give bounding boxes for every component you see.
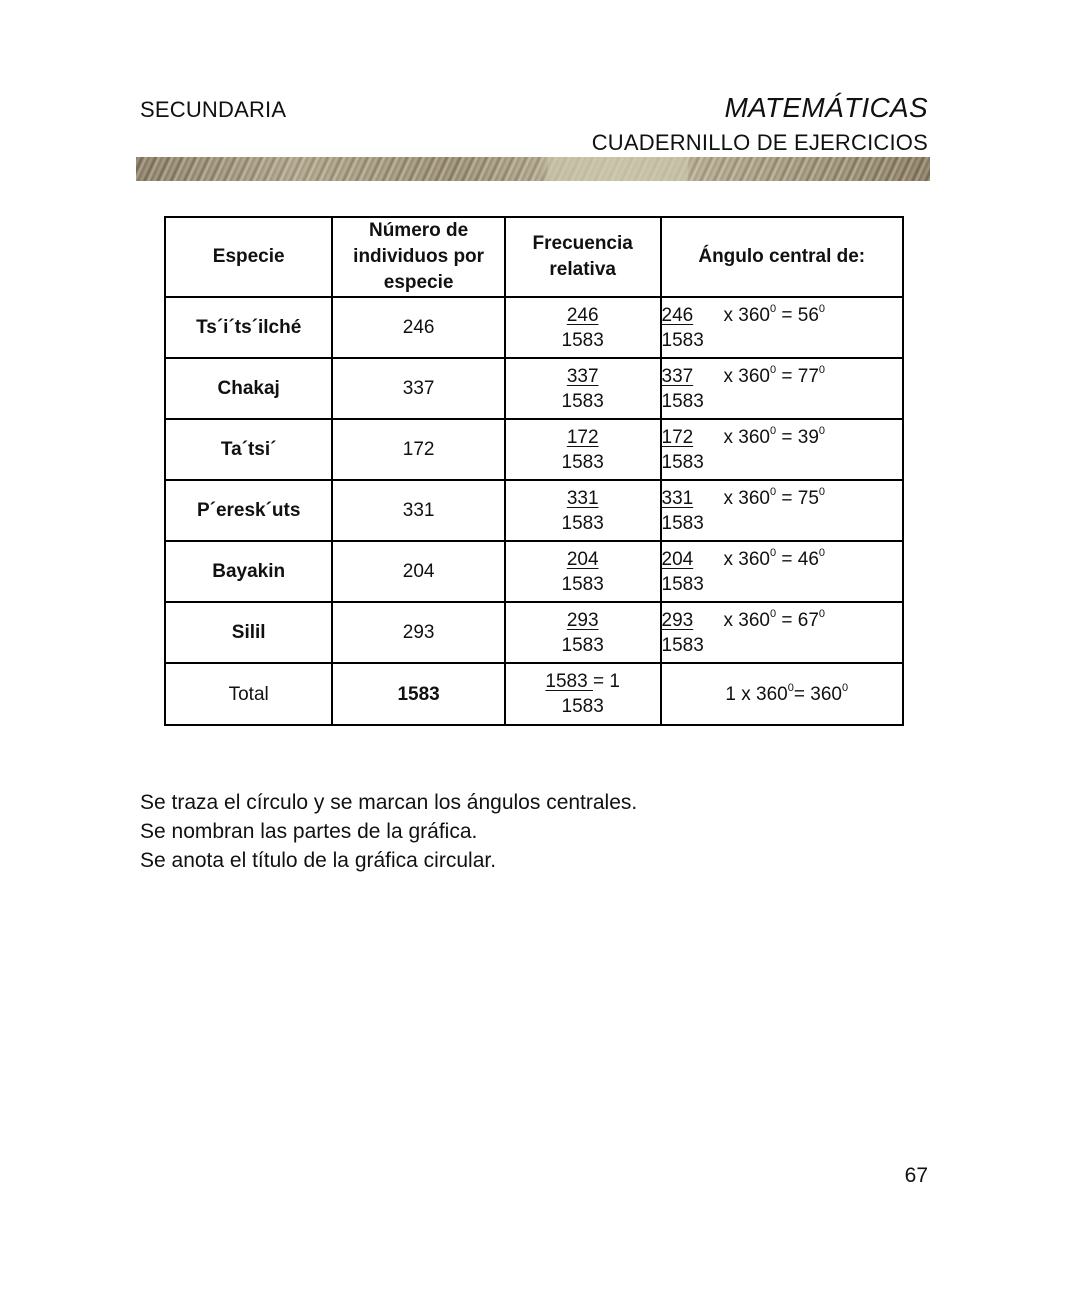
angle-denominator: 1583 (661, 512, 704, 534)
central-angle (661, 541, 904, 602)
angle-result-degree: 0 (818, 485, 826, 498)
frequency-denominator: 1583 (561, 390, 604, 412)
angle-result: = 46 (776, 548, 819, 570)
frequency-denominator: 1583 (561, 329, 604, 351)
species-name: Chakaj (165, 358, 332, 419)
central-angle (661, 419, 904, 480)
total-angle-left: 1 x 360 (725, 683, 788, 705)
angle-numerator: 172 (661, 426, 694, 448)
header-banner-image (136, 157, 930, 181)
frequency-denominator: 1583 (561, 634, 604, 656)
angle-result: = 75 (776, 487, 819, 509)
angle-denominator: 1583 (661, 329, 704, 351)
total-label: Total (165, 663, 332, 725)
instruction-line: Se nombran las partes de la gráfica. (140, 820, 478, 843)
total-frequency (505, 663, 661, 725)
header-numero (332, 217, 504, 297)
angle-numerator: 204 (661, 548, 694, 570)
total-angle-degree: 0 (787, 681, 794, 694)
frequency-denominator: 1583 (561, 573, 604, 595)
angle-result-degree: 0 (818, 607, 826, 620)
relative-frequency (505, 358, 661, 419)
relative-frequency (505, 602, 661, 663)
table-header-row (165, 217, 903, 297)
angle-multiplier: x 360 (723, 426, 770, 448)
individual-count: 246 (332, 297, 504, 358)
total-freq-denominator: 1583 (561, 696, 604, 717)
header-angulo: Ángulo central de: (661, 217, 904, 297)
angle-multiplier: x 360 (723, 487, 770, 509)
header-numero-line1: Número de (368, 220, 469, 241)
header-especie: Especie (165, 217, 332, 297)
relative-frequency (505, 419, 661, 480)
angle-numerator: 293 (661, 609, 694, 631)
frequency-denominator: 1583 (561, 512, 604, 534)
angle-result: = 39 (776, 426, 819, 448)
individual-count: 293 (332, 602, 504, 663)
species-name: Bayakin (165, 541, 332, 602)
page-number: 67 (904, 1164, 928, 1187)
angle-numerator: 331 (661, 487, 694, 509)
header-numero-line2: individuos por (353, 246, 485, 267)
species-name: Silil (165, 602, 332, 663)
individual-count: 172 (332, 419, 504, 480)
header-level: SECUNDARIA (140, 97, 287, 122)
individual-count: 337 (332, 358, 504, 419)
angle-multiplier: x 360 (723, 365, 770, 387)
instruction-line: Se traza el círculo y se marcan los ángulos centrales. (140, 791, 638, 814)
angle-denominator: 1583 (661, 390, 704, 412)
banner-highlight (548, 157, 688, 181)
frequency-numerator: 246 (566, 304, 599, 326)
angle-degree: 0 (769, 363, 777, 376)
angle-multiplier: x 360 (723, 304, 770, 326)
angle-degree: 0 (769, 424, 777, 437)
header-frecuencia-line1: Frecuencia (532, 233, 633, 254)
table-row (165, 480, 903, 541)
angle-result-degree: 0 (818, 302, 826, 315)
individual-count: 331 (332, 480, 504, 541)
frequency-numerator: 172 (566, 426, 599, 448)
total-angle (661, 663, 904, 725)
table-row (165, 602, 903, 663)
angle-numerator: 337 (661, 365, 694, 387)
angle-multiplier: x 360 (723, 609, 770, 631)
angle-degree: 0 (769, 607, 777, 620)
angle-degree: 0 (769, 485, 777, 498)
frequency-numerator: 293 (566, 609, 599, 631)
frequency-denominator: 1583 (561, 451, 604, 473)
total-freq-equals: = 1 (592, 671, 620, 692)
frequency-numerator: 204 (566, 548, 599, 570)
angle-result: = 77 (776, 365, 819, 387)
angle-denominator: 1583 (661, 634, 704, 656)
total-angle-result-degree: 0 (841, 681, 849, 694)
angle-result-degree: 0 (818, 546, 826, 559)
header-numero-line3: especie (383, 272, 454, 293)
central-angle (661, 297, 904, 358)
frequency-numerator: 331 (566, 487, 599, 509)
table-row (165, 541, 903, 602)
header-frecuencia-line2: relativa (549, 259, 616, 280)
relative-frequency (505, 541, 661, 602)
angle-result-degree: 0 (818, 424, 826, 437)
total-count: 1583 (332, 663, 504, 725)
angle-result: = 67 (776, 609, 819, 631)
angle-degree: 0 (769, 546, 777, 559)
angle-result: = 56 (776, 304, 819, 326)
species-name: P´eresk´uts (165, 480, 332, 541)
table-row (165, 419, 903, 480)
table-row (165, 297, 903, 358)
table-row (165, 358, 903, 419)
frequency-numerator: 337 (566, 365, 599, 387)
header-frecuencia (505, 217, 661, 297)
instructions (140, 788, 637, 875)
central-angle (661, 358, 904, 419)
species-name: Ts´i´ts´ilché (165, 297, 332, 358)
central-angle (661, 480, 904, 541)
total-angle-equals: = 360 (793, 683, 842, 705)
angle-degree: 0 (769, 302, 777, 315)
relative-frequency (505, 480, 661, 541)
central-angle (661, 602, 904, 663)
angle-multiplier: x 360 (723, 548, 770, 570)
individual-count: 204 (332, 541, 504, 602)
species-table (164, 216, 904, 726)
header-subtitle: CUADERNILLO DE EJERCICIOS (591, 130, 928, 155)
relative-frequency (505, 297, 661, 358)
angle-result-degree: 0 (818, 363, 826, 376)
header-title: MATEMÁTICAS (724, 92, 928, 123)
total-freq-numerator: 1583 (545, 671, 593, 692)
table-total-row (165, 663, 903, 725)
species-name: Ta´tsi´ (165, 419, 332, 480)
angle-denominator: 1583 (661, 573, 704, 595)
instruction-line: Se anota el título de la gráfica circular. (140, 849, 497, 872)
angle-denominator: 1583 (661, 451, 704, 473)
angle-numerator: 246 (661, 304, 694, 326)
